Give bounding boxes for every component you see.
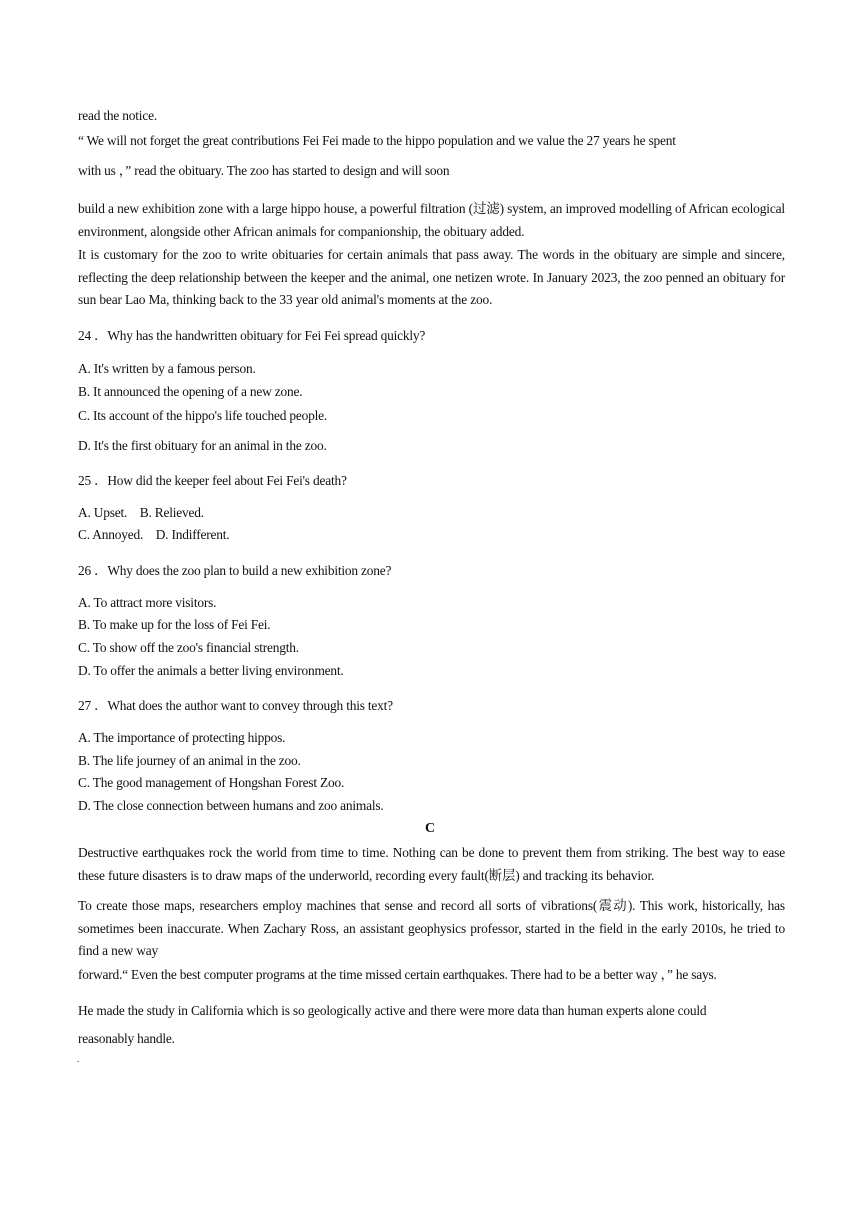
passage-c-paragraph-1: Destructive earthquakes rock the world from time to time. Nothing can be done to prevent them from striking. The best way to ease these future disasters is to draw maps of the underworld, recording every fault(断层) and tracking its behavior. xyxy=(78,845,785,883)
passage-c-heading: C xyxy=(424,821,436,836)
passage-b-paragraph-1: build a new exhibition zone with a large hippo house, a powerful filtration (过滤) system, an improved modelling of African ecological environment, alongside other African animals for companionship, the obituary added. xyxy=(78,201,785,239)
question-26-stem: 26 ．Why does the zoo plan to build a new exhibition zone? xyxy=(78,563,392,578)
passage-b-line-3: with us ，” read the obituary. The zoo has started to design and will soon xyxy=(78,163,450,178)
trailing-mark: . xyxy=(77,1054,80,1064)
passage-c-paragraph-2: To create those maps, researchers employ machines that sense and record all sorts of vibrations(震动). This work, historically, has sometimes been inaccurate. When Zachary Ross, an assistant geophysics professor, started in the field in the early 2010s, he tried to find a new way xyxy=(78,898,785,958)
passage-c-paragraph-4-line-1: He made the study in California which is so geologically active and there were more data than human experts alone could xyxy=(78,1003,707,1018)
question-27-option-c: C. The good management of Hongshan Forest Zoo. xyxy=(78,775,345,790)
question-26-option-c: C. To show off the zoo's financial strength. xyxy=(78,640,299,655)
question-24-option-d: D. It's the first obituary for an animal in the zoo. xyxy=(78,438,327,453)
question-27-option-a: A. The importance of protecting hippos. xyxy=(78,730,286,745)
passage-b-paragraph-2: It is customary for the zoo to write obituaries for certain animals that pass away. The words in the obituary are simple and sincere, reflecting the deep relationship between the keeper and the animal, one netizen wrote. In January 2023, the zoo penned an obituary for sun bear Lao Ma, thinking back to the 33 year old animal's moments at the zoo. xyxy=(78,247,785,307)
question-26-option-a: A. To attract more visitors. xyxy=(78,595,217,610)
question-25-options-ab: A. Upset. B. Relieved. xyxy=(78,505,204,520)
question-24-option-c: C. Its account of the hippo's life touched people. xyxy=(78,408,327,423)
passage-b-line-1: read the notice. xyxy=(78,108,157,123)
question-25-options-cd: C. Annoyed. D. Indifferent. xyxy=(78,527,230,542)
question-24-stem: 24 ．Why has the handwritten obituary for Fei Fei spread quickly? xyxy=(78,328,426,343)
question-24-option-a: A. It's written by a famous person. xyxy=(78,361,256,376)
passage-c-paragraph-4-line-2: reasonably handle. xyxy=(78,1031,175,1046)
question-27-option-d: D. The close connection between humans and zoo animals. xyxy=(78,798,384,813)
question-27-option-b: B. The life journey of an animal in the zoo. xyxy=(78,753,301,768)
question-25-stem: 25 ．How did the keeper feel about Fei Fei's death? xyxy=(78,473,347,488)
passage-b-line-2: “ We will not forget the great contributions Fei Fei made to the hippo population and we value the 27 years he spent xyxy=(78,133,676,148)
question-24-option-b: B. It announced the opening of a new zone. xyxy=(78,384,303,399)
question-27-stem: 27 ．What does the author want to convey through this text? xyxy=(78,698,393,713)
question-26-option-b: B. To make up for the loss of Fei Fei. xyxy=(78,617,271,632)
question-26-option-d: D. To offer the animals a better living environment. xyxy=(78,663,344,678)
passage-c-paragraph-3: forward.“ Even the best computer programs at the time missed certain earthquakes. There had to be a better way ，” he says. xyxy=(78,967,717,982)
